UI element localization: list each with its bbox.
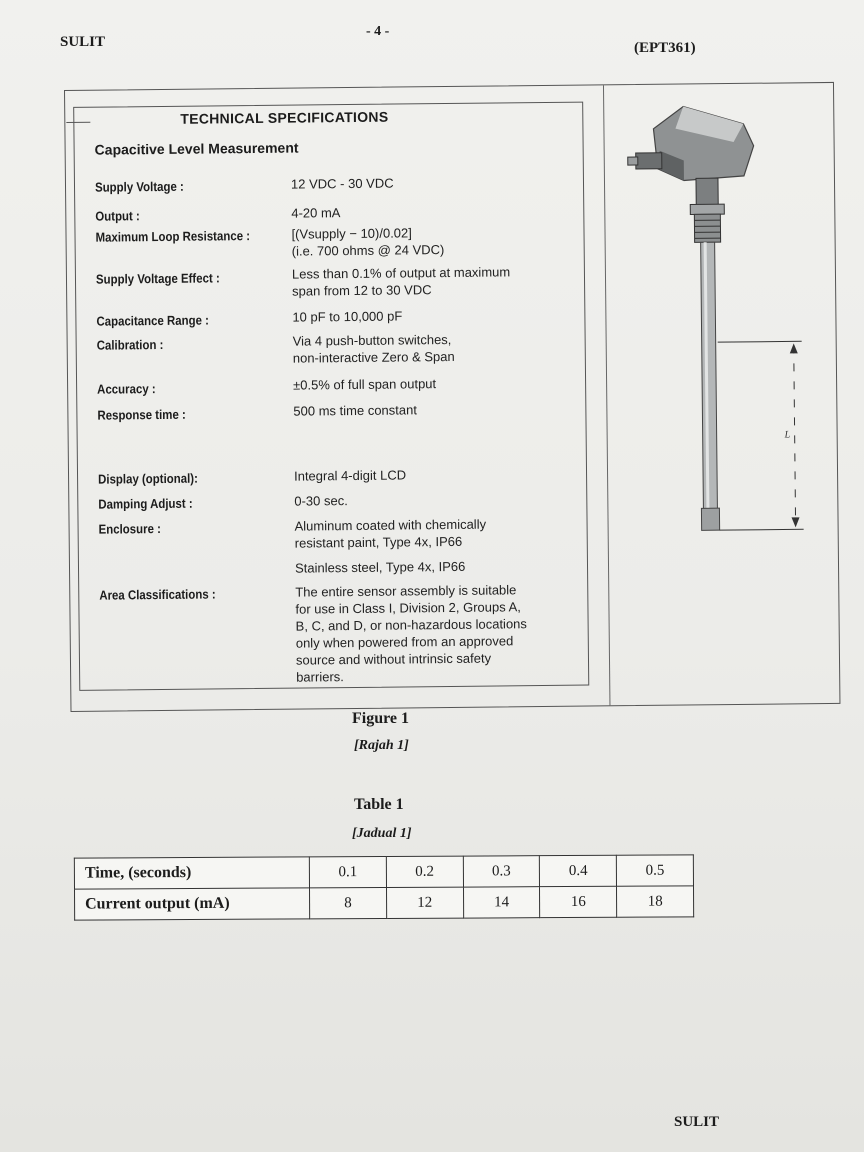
technical-specifications-box bbox=[73, 102, 589, 691]
table-cell: 18 bbox=[617, 886, 694, 917]
table-cell: 0.4 bbox=[540, 855, 617, 886]
spec-subtitle: Capacitive Level Measurement bbox=[94, 139, 299, 158]
spec-label-area-classifications: Area Classifications : bbox=[99, 586, 216, 603]
table-cell: 0.5 bbox=[617, 855, 694, 886]
table-caption-malay: [Jadual 1] bbox=[352, 826, 412, 841]
dimension-label-l: L bbox=[784, 429, 791, 441]
spec-value-enclosure: Aluminum coated with chemically resistant paint, Type 4x, IP66 Stainless steel, Type 4x, IP66 bbox=[294, 516, 487, 576]
table-cell: 0.2 bbox=[386, 856, 463, 887]
spec-label-supply-voltage: Supply Voltage : bbox=[94, 178, 184, 195]
spec-label-damping-adjust: Damping Adjust : bbox=[98, 495, 193, 512]
spec-label-max-loop-resistance: Maximum Loop Resistance : bbox=[95, 228, 251, 245]
spec-label-accuracy: Accuracy : bbox=[97, 381, 156, 397]
cable-gland bbox=[636, 153, 662, 169]
row-header-current-output: Current output (mA) bbox=[75, 888, 310, 920]
spec-value-supply-voltage-effect: Less than 0.1% of output at maximum span from 12 to 30 VDC bbox=[291, 264, 511, 299]
row-header-time: Time, (seconds) bbox=[74, 857, 309, 889]
spec-value-accuracy: ±0.5% of full span output bbox=[293, 376, 437, 393]
spec-value-capacitance-range: 10 pF to 10,000 pF bbox=[292, 308, 403, 325]
spec-label-capacitance-range: Capacitance Range : bbox=[96, 312, 210, 329]
spec-value-area-classifications: The entire sensor assembly is suitable for use in Class I, Division 2, Groups A, B, C, and D, or non-hazardous locations only when powered from an approved source and without intrinsic safety barriers. bbox=[295, 582, 527, 685]
capacitive-sensor-diagram bbox=[613, 87, 829, 689]
spec-label-output: Output : bbox=[95, 208, 140, 224]
table-cell: 14 bbox=[463, 887, 540, 918]
figure-caption: Figure 1 bbox=[352, 710, 410, 727]
course-code: (EPT361) bbox=[634, 40, 696, 56]
spec-value-response-time: 500 ms time constant bbox=[293, 402, 418, 419]
spec-value-output: 4-20 mA bbox=[291, 205, 341, 221]
table-cell: 16 bbox=[540, 886, 617, 917]
spec-label-display: Display (optional): bbox=[97, 470, 198, 487]
spec-value-calibration: Via 4 push-button switches, non-interactive Zero & Span bbox=[292, 331, 455, 366]
figure-1-frame bbox=[64, 82, 840, 712]
table-row bbox=[75, 886, 694, 920]
spec-label-supply-voltage-effect: Supply Voltage Effect : bbox=[95, 270, 220, 287]
table-cell: 12 bbox=[386, 887, 463, 918]
table-row bbox=[74, 855, 693, 889]
page-number: - 4 - bbox=[366, 24, 390, 39]
spec-label-response-time: Response time : bbox=[97, 406, 186, 423]
footer-sulit: SULIT bbox=[674, 1114, 720, 1130]
dimension-line bbox=[794, 345, 796, 525]
spec-value-damping-adjust: 0-30 sec. bbox=[294, 493, 348, 509]
figure-divider bbox=[603, 85, 610, 705]
table-cell: 8 bbox=[310, 887, 387, 918]
spec-value-display: Integral 4-digit LCD bbox=[293, 467, 407, 484]
table-caption: Table 1 bbox=[354, 796, 404, 813]
figure-caption-malay: [Rajah 1] bbox=[354, 738, 409, 753]
spec-label-calibration: Calibration : bbox=[96, 336, 164, 353]
table-cell: 0.3 bbox=[463, 856, 540, 887]
header-sulit: SULIT bbox=[60, 34, 106, 50]
spec-value-max-loop-resistance: [(Vsupply − 10)/0.02] (i.e. 700 ohms @ 24 VDC) bbox=[291, 225, 445, 259]
spec-value-supply-voltage: 12 VDC - 30 VDC bbox=[290, 175, 394, 192]
spec-label-enclosure: Enclosure : bbox=[98, 521, 161, 537]
table-cell: 0.1 bbox=[309, 856, 386, 887]
time-current-table bbox=[74, 854, 694, 920]
spec-title: TECHNICAL SPECIFICATIONS bbox=[180, 108, 389, 127]
